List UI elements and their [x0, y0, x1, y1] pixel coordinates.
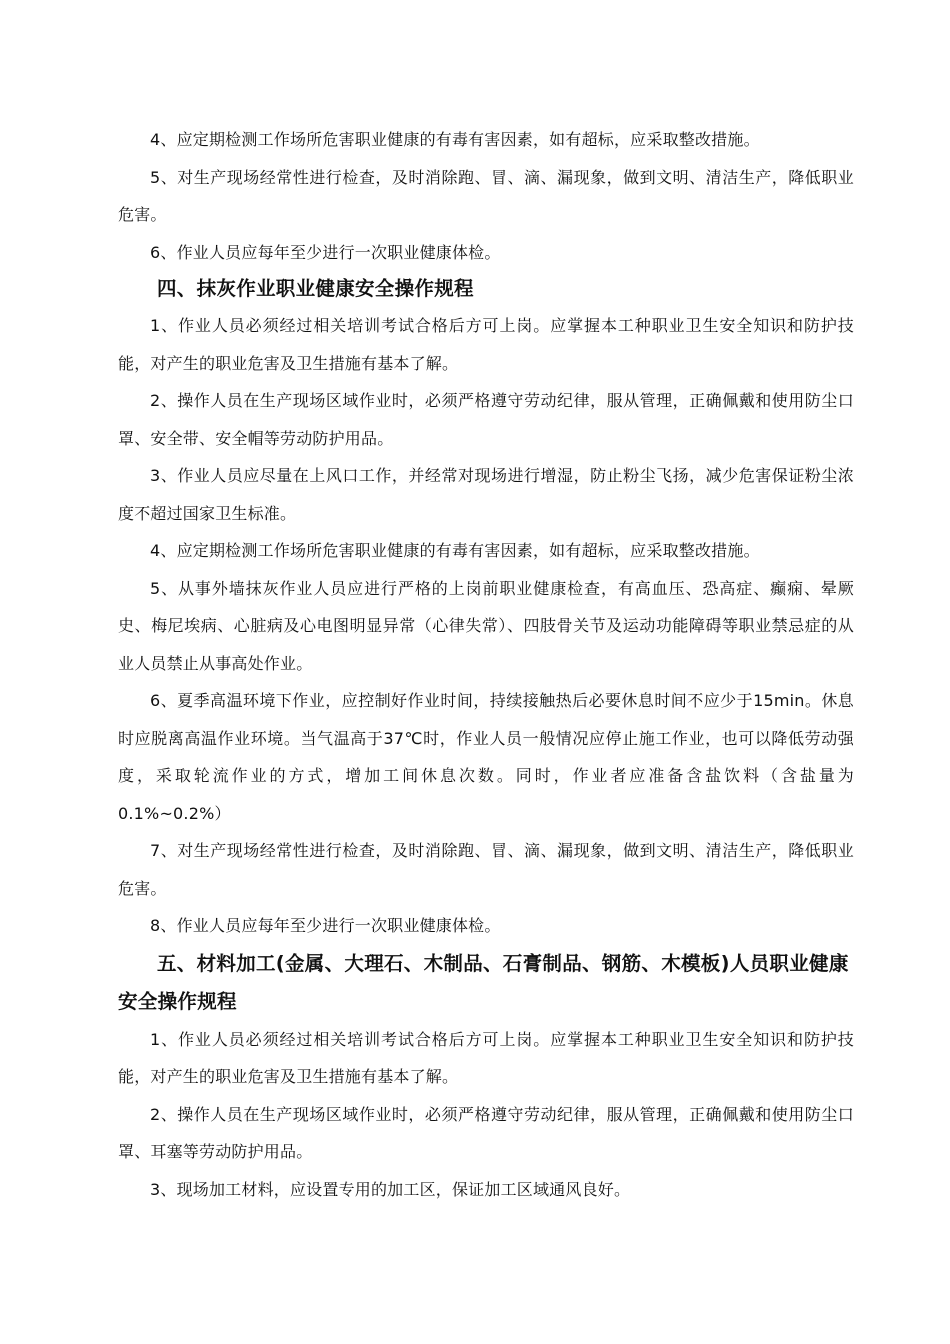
section-heading: 四、抹灰作业职业健康安全操作规程	[157, 277, 474, 300]
paragraph-item: 6、夏季高温环境下作业，应控制好作业时间，持续接触热后必要休息时间不应少于15min。休息时应脱离高温作业环境。当气温高于37℃时，作业人员一般情况应停止施工作业，也可以降低劳动强度，采取轮流作业的方式，增加工间休息次数。同时，作业者应准备含盐饮料（含盐量为0.1%~0.2%）	[118, 691, 854, 823]
paragraph-item: 4、应定期检测工作场所危害职业健康的有毒有害因素，如有超标，应采取整改措施。	[150, 130, 760, 149]
paragraph-item: 1、作业人员必须经过相关培训考试合格后方可上岗。应掌握本工种职业卫生安全知识和防护技能，对产生的职业危害及卫生措施有基本了解。	[118, 316, 854, 373]
paragraph-item: 4、应定期检测工作场所危害职业健康的有毒有害因素，如有超标，应采取整改措施。	[150, 541, 760, 560]
paragraph-item: 1、作业人员必须经过相关培训考试合格后方可上岗。应掌握本工种职业卫生安全知识和防护技能，对产生的职业危害及卫生措施有基本了解。	[118, 1029, 854, 1086]
paragraph-item: 5、对生产现场经常性进行检查，及时消除跑、冒、滴、漏现象，做到文明、清洁生产，降低职业危害。	[118, 167, 854, 224]
paragraph-item: 8、作业人员应每年至少进行一次职业健康体检。	[150, 916, 501, 935]
paragraph-item: 7、对生产现场经常性进行检查，及时消除跑、冒、滴、漏现象，做到文明、清洁生产，降低职业危害。	[118, 841, 854, 898]
paragraph-item: 3、作业人员应尽量在上风口工作，并经常对现场进行增湿，防止粉尘飞扬，减少危害保证粉尘浓度不超过国家卫生标准。	[118, 466, 854, 523]
paragraph-item: 3、现场加工材料，应设置专用的加工区，保证加工区域通风良好。	[150, 1179, 631, 1199]
section-heading: 五、材料加工(金属、大理石、木制品、石膏制品、钢筋、木模板)人员职业健康安全操作规程	[118, 951, 849, 1013]
paragraph-item: 2、操作人员在生产现场区域作业时，必须严格遵守劳动纪律，服从管理，正确佩戴和使用防尘口罩、耳塞等劳动防护用品。	[118, 1104, 854, 1161]
paragraph-item: 2、操作人员在生产现场区域作业时，必须严格遵守劳动纪律，服从管理，正确佩戴和使用防尘口罩、安全带、安全帽等劳动防护用品。	[118, 391, 854, 448]
paragraph-item: 6、作业人员应每年至少进行一次职业健康体检。	[150, 242, 501, 262]
paragraph-item: 5、从事外墙抹灰作业人员应进行严格的上岗前职业健康检查，有高血压、恐高症、癫痫、晕厥史、梅尼埃病、心脏病及心电图明显异常（心律失常）、四肢骨关节及运动功能障碍等职业禁忌症的从业人员禁止从事高处作业。	[118, 578, 854, 673]
